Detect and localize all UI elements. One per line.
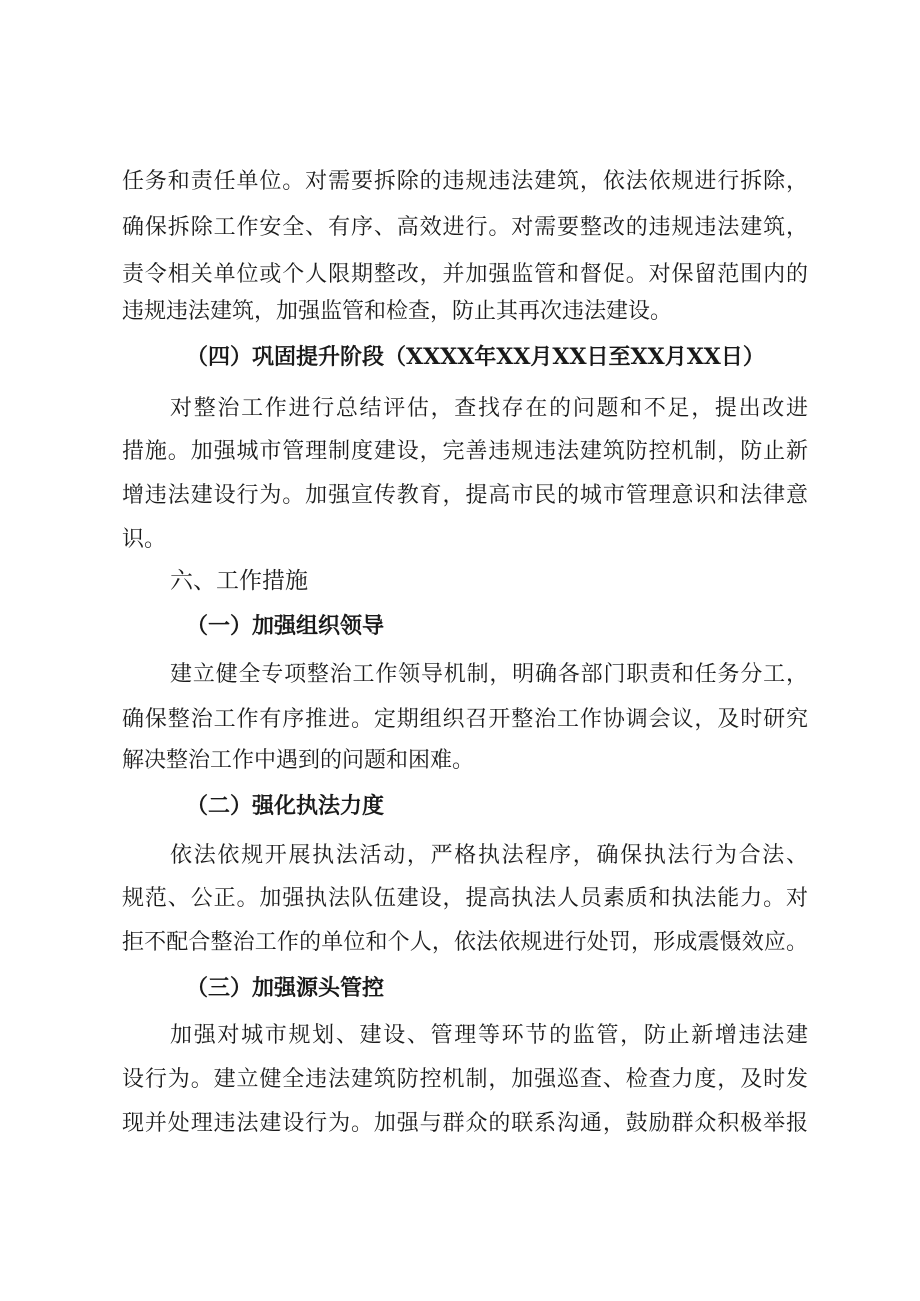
paragraph-line: 违规违法建筑，加强监管和检查，防止其再次违法建设。 <box>122 299 673 324</box>
paragraph-line: 责令相关单位或个人限期整改，并加强监管和督促。对保留范围内的 <box>122 262 808 287</box>
paragraph-line: 识。 <box>122 527 167 552</box>
paragraph-line: 加强对城市规划、建设、管理等环节的监管，防止新增违法建 <box>170 1023 808 1048</box>
paragraph-line: 任务和责任单位。对需要拆除的违规违法建筑，依法依规进行拆除， <box>122 169 808 194</box>
paragraph-line: 确保拆除工作安全、有序、高效进行。对需要整改的违规违法建筑， <box>122 215 808 240</box>
paragraph-line: 确保整治工作有序推进。定期组织召开整治工作协调会议，及时研究 <box>122 707 808 732</box>
subsection-heading: （三）加强源头管控 <box>186 975 385 1001</box>
paragraph-line: 对整治工作进行总结评估，查找存在的问题和不足，提出改进 <box>170 396 808 421</box>
paragraph-line: 解决整治工作中遇到的问题和困难。 <box>122 748 475 773</box>
paragraph-line: 增违法建设行为。加强宣传教育，提高市民的城市管理意识和法律意 <box>122 483 808 508</box>
paragraph-line: 设行为。建立健全违法建筑防控机制，加强巡查、检查力度，及时发 <box>122 1067 808 1092</box>
subsection-heading: （二）强化执法力度 <box>186 793 385 819</box>
subsection-heading: （四）巩固提升阶段（XXXX年XX月XX日至XX月XX日） <box>186 344 765 370</box>
paragraph-line: 建立健全专项整治工作领导机制，明确各部门职责和任务分工， <box>170 662 808 687</box>
subsection-heading: （一）加强组织领导 <box>186 613 385 639</box>
section-title: 六、工作措施 <box>170 568 308 594</box>
paragraph-line: 依法依规开展执法活动，严格执法程序，确保执法行为合法、 <box>170 843 808 868</box>
paragraph-line: 规范、公正。加强执法队伍建设，提高执法人员素质和执法能力。对 <box>122 886 808 911</box>
paragraph-line: 现并处理违法建设行为。加强与群众的联系沟通，鼓励群众积极举报 <box>122 1111 808 1136</box>
paragraph-line: 拒不配合整治工作的单位和个人，依法依规进行处罚，形成震慑效应。 <box>122 930 808 955</box>
paragraph-line: 措施。加强城市管理制度建设，完善违规违法建筑防控机制，防止新 <box>122 439 808 464</box>
